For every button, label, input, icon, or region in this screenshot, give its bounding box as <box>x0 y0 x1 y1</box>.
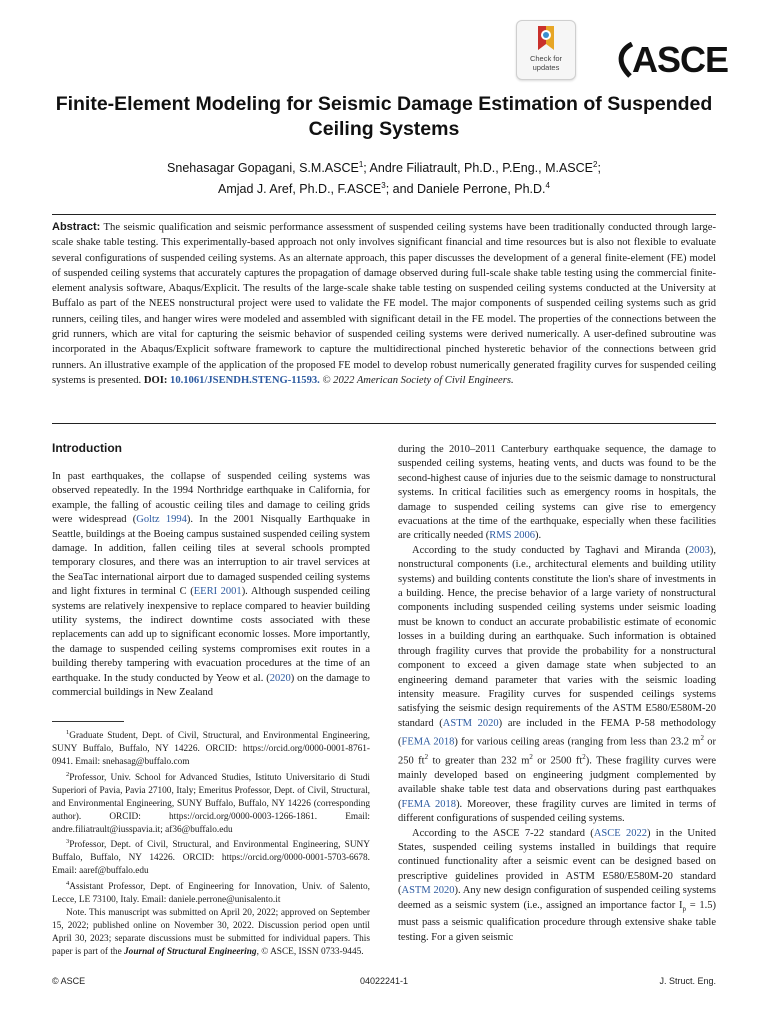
footnote-4: $^4$Assistant Professor, Dept. of Engineering for Innovation, Univ. of Salento, Lecce, LE 73100, Italy. Email: daniele.perrone@unisalento.it <box>52 880 370 906</box>
citation-link[interactable]: RMS 2006 <box>489 530 536 542</box>
asce-logo-text: ASCE <box>632 39 729 80</box>
check-for-updates-badge[interactable] <box>516 20 576 80</box>
author-4-affil: 4 <box>545 181 550 191</box>
author-4: ; and Daniele Perrone, Ph.D. <box>385 182 546 197</box>
asce-logo <box>612 39 729 80</box>
abstract-label: Abstract: <box>52 221 101 233</box>
author-3-affil: 3 <box>381 181 386 191</box>
footnotes <box>52 727 370 959</box>
footer-article-number: 04022241-1 <box>359 976 409 986</box>
footnote-note: Note. This manuscript was submitted on April 20, 2022; approved on September 15, 2022; published online on November 30, 2022. Discussion period open until April 30, 2023; separate discussions must be submitted for individual papers. This paper is part of the Journal of Structural Engineering, © ASCE, ISSN 0733-9445. <box>52 908 370 957</box>
citation-link[interactable]: ASTM 2020 <box>401 885 455 897</box>
author-2: ; Andre Filiatrault, Ph.D., P.Eng., M.ASCE <box>363 161 594 176</box>
page-footer <box>52 973 716 989</box>
citation-link[interactable]: FEMA 2018 <box>401 736 455 748</box>
author-list <box>60 156 708 198</box>
citation-link[interactable]: ASCE 2022 <box>593 827 647 839</box>
paper-title: Finite-Element Modeling for Seismic Damage Estimation of Suspended Ceiling Systems <box>55 93 713 140</box>
footnote-rule <box>52 721 124 722</box>
abstract <box>52 220 716 388</box>
right-paragraph-2: According to the study conducted by Taghavi and Miranda (2003), nonstructural components (i.e., architectural elements and building utility systems) and building contents constitute the lion's share of investments in a building. Hence, the precise behavior of a large variety of nonstructural components including suspended ceiling systems under seismic loading must be known to conduct an accurate probabilistic estimate of economic losses in a building during an earthquake. Such information is obtained through fragility curves that provide the probability for a nonstructural component to exceed a given damage state when subjected to an engineering demand parameter that varies with the seismic loading intensity measure. Fragility curves for suspended ceilings systems satisfying the seismic design requirements of the ASTM E580/E580M-20 standard (ASTM 2020) are included in the FEMA P-58 methodology (FEMA 2018) for various ceiling areas (ranging from less than 23.2 $m^2$ or 250 $ft^2$ to greater than 232 $m^2$ or 2500 $ft^2$). These fragility curves were mainly developed based on engineering judgment complemented by available shake table test data and observations during past earthquakes (FEMA 2018). Moreover, these fragility curves are limited in terms of different configurations of suspended ceiling systems. <box>398 544 717 825</box>
asce-swoosh-icon <box>612 42 634 78</box>
footnote-2: $^2$Professor, Univ. School for Advanced Studies, Istituto Universitario di Studi Superiori of Pavia, Pavia 27100, Italy; Emeritus Professor, Dept. of Civil, Structural, and Environmental Engineering, SUNY Buffalo, Buffalo, NY 14226 (corresponding author). ORCID: https://orcid.org/0000-0003-1266-1861. Email: andre.filiatrault@iusspavia.it; af36@buffalo.edu <box>52 770 370 835</box>
citation-link[interactable]: ASTM 2020 <box>442 717 499 729</box>
abstract-top-rule <box>52 214 716 215</box>
citation-link[interactable]: FEMA 2018 <box>401 798 457 810</box>
doi-link[interactable]: 10.1061/JSENDH.STENG-11593. <box>170 374 320 386</box>
right-column <box>398 443 716 945</box>
abstract-body: The seismic qualification and seismic performance assessment of suspended ceiling systems have been traditionally conducted through large-scale shake table testing. This experimentally-based approach not only involves significant financial and time resources but is also not flexible to evaluate several configurations of suspended ceiling systems. As an alternate approach, this paper discusses the development of a general finite-element (FE) model of suspended ceiling systems that accurately captures the propagation of damage observed during full-scale shake table testing using the commercial finite-element analysis software, Abaqus/Explicit. The results of the large-scale shake table testing on suspended ceiling systems conducted at the University at Buffalo as part of the NEES nonstructural project were used to validate the FE model. The major components of suspended ceiling systems such as grid runners, ceiling tiles, and hanger wires were modeled and assembled with significant detail in the FE model. The properties of the connections between the grid runners, which are vital for capturing the seismic behavior of suspended ceiling systems were derived numerically. A user-defined subroutine was incorporated in the Abaqus/Explicit software framework to capture the multidirectional pinched hysteretic behavior of the connections between grid runners. An illustrative example of the application of the proposed FE model to develop robust numerically generated fragility curves for suspended ceiling systems is presented. <box>52 222 716 386</box>
doi-label: DOI: <box>143 374 168 386</box>
author-3: Amjad J. Aref, Ph.D., F.ASCE <box>218 182 382 197</box>
abstract-copyright: © 2022 American Society of Civil Engineers. <box>322 374 514 386</box>
left-column <box>52 438 370 701</box>
footer-copyright: © ASCE <box>52 976 86 986</box>
section-heading-introduction: Introduction <box>52 441 122 455</box>
right-paragraph-1: during the 2010–2011 Canterbury earthquake sequence, the damage to suspended ceiling systems, heating vents, and ducts was found to be the second-highest cause of injuries due to the seismic damage to nonstructural systems. In critical facilities such as emergency rooms in hospitals, the damage to suspended ceiling systems can give rise to emergency evacuations at the time of the earthquake, especially when these facilities are critically needed (RMS 2006). <box>398 444 716 542</box>
citation-link[interactable]: 2003 <box>688 544 710 556</box>
author-2-sep: ; <box>597 161 601 176</box>
author-1: Snehasagar Gopagani, S.M.ASCE <box>167 161 359 176</box>
citation-link[interactable]: EERI 2001 <box>193 586 242 598</box>
badge-line2: updates <box>532 62 560 72</box>
footer-journal: J. Struct. Eng. <box>659 976 716 986</box>
footnote-1: $^1$Graduate Student, Dept. of Civil, Structural, and Environmental Engineering, SUNY Buffalo, Buffalo, NY 14226. ORCID: https://orcid.org/0000-0001-8761-0941. Email: snehasag@buffalo.com <box>52 729 370 767</box>
badge-line1: Check for <box>529 54 563 63</box>
bookmark-ribbon-icon <box>536 26 556 52</box>
author-2-affil: 2 <box>593 160 598 169</box>
citation-link[interactable]: 2020 <box>269 672 291 684</box>
abstract-bottom-rule <box>52 423 716 424</box>
footnote-3: $^3$Professor, Dept. of Civil, Structural, and Environmental Engineering, SUNY Buffalo, Buffalo, NY 14226. ORCID: https://orcid.org/0000-0001-5703-6678. Email: aaref@buffalo.edu <box>52 838 370 877</box>
citation-link[interactable]: Goltz 1994 <box>136 514 187 526</box>
author-1-affil: 1 <box>358 160 364 169</box>
right-paragraph-3: According to the ASCE 7-22 standard (ASCE 2022) in the United States, suspended ceiling systems installed in buildings that require continued functionality after a seismic event can be designed based on prescriptive guidelines provided in ASTM E580/E580M-20 standard (ASTM 2020). Any new design configuration of suspended ceiling systems deemed as a seismic system (i.e., assigned an importance factor $I_p = 1.5$) must pass a seismic qualification procedure through extensive shake table testing. For a given seismic <box>398 827 717 943</box>
intro-paragraph-1: In past earthquakes, the collapse of suspended ceiling systems was observed repeatedly. In the 1994 Northridge earthquake in California, for example, the falling of acoustic ceiling tiles and damage to ceiling grids were widespread (Goltz 1994). In the 2001 Nisqually Earthquake in Seattle, buildings at the Boeing campus sustained suspended ceiling system damage. In addition, fallen ceiling tiles at several schools prompted temporary closures, and there was an interruption to air travel services at the SeaTac international airport due to damaged suspended ceiling systems and light fixtures in terminal C (EERI 2001). Although suspended ceiling systems are relatively inexpensive to replace compared to heavier building utility systems, the indirect downtime costs associated with these replacements can add up to significant economic losses. More importantly, the damage to suspended ceiling systems compromises exit routes in a building thereby tampering with evacuation procedures at the time of an earthquake. In the study conducted by Yeow et al. (2020) on the damage to commercial buildings in New Zealand <box>52 471 371 699</box>
